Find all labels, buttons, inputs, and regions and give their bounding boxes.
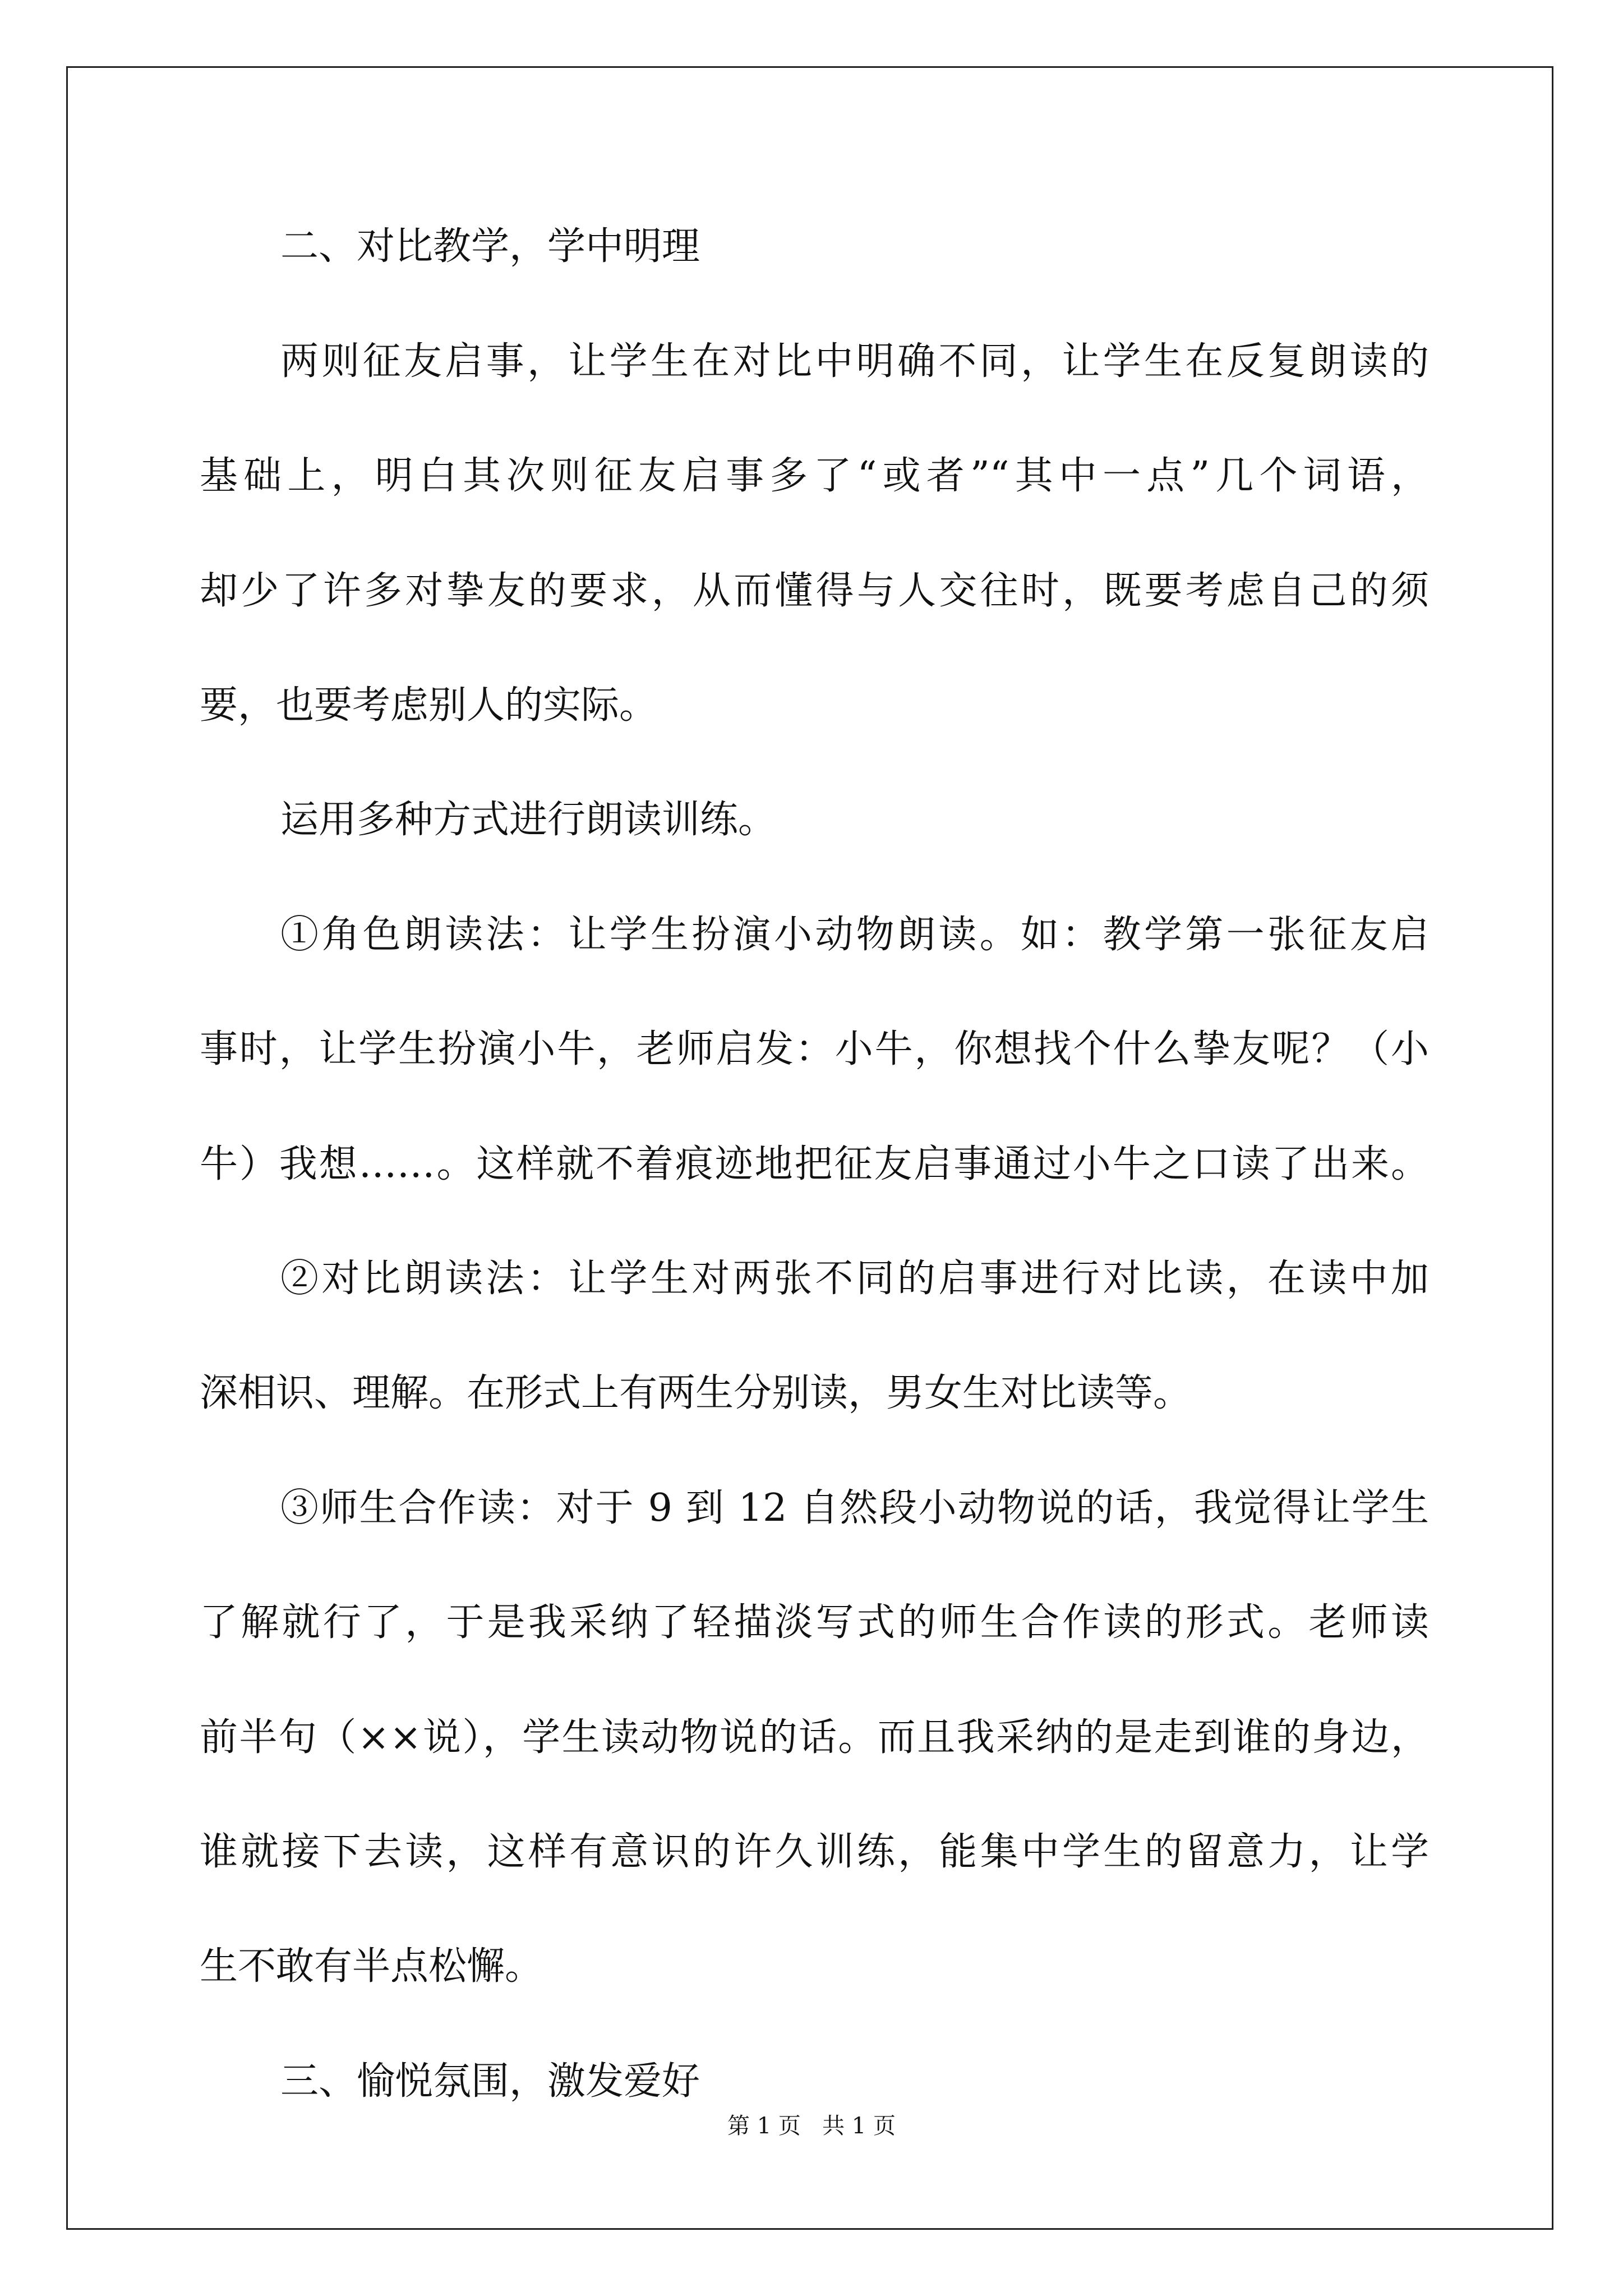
- paragraph-line: 前半句（××说），学生读动物说的话。而且我采纳的是走到谁的身边，: [200, 1715, 1429, 1760]
- paragraph-line: 两则征友启事，让学生在对比中明确不同，让学生在反复朗读的: [280, 339, 1429, 384]
- paragraph-line: 牛）我想……。这样就不着痕迹地把征友启事通过小牛之口读了出来。: [200, 1142, 1429, 1186]
- paragraph-line: 要，也要考虑别人的实际。: [200, 683, 658, 728]
- paragraph-line: 谁就接下去读，这样有意识的许久训练，能集中学生的留意力，让学: [200, 1830, 1429, 1874]
- section-heading-3: 三、愉悦氛围，激发爱好: [280, 2059, 700, 2104]
- paragraph-line: 深相识、理解。在形式上有两生分别读，男女生对比读等。: [200, 1371, 1192, 1415]
- paragraph-line: 了解就行了，于是我采纳了轻描淡写式的师生合作读的形式。老师读: [200, 1600, 1429, 1645]
- paragraph-line: ②对比朗读法：让学生对两张不同的启事进行对比读，在读中加: [280, 1257, 1429, 1301]
- paragraph-line: 却少了许多对挚友的要求，从而懂得与人交往时，既要考虑自己的须: [200, 569, 1429, 613]
- paragraph-line: 事时，让学生扮演小牛，老师启发：小牛，你想找个什么挚友呢？（小: [200, 1027, 1429, 1071]
- section-heading-2: 二、对比教学，学中明理: [280, 224, 700, 269]
- paragraph-line: 基础上，明白其次则征友启事多了“或者”“其中一点”几个词语，: [200, 454, 1429, 498]
- paragraph-line: ③师生合作读：对于 9 到 12 自然段小动物说的话，我觉得让学生: [280, 1486, 1429, 1530]
- page-number-footer: 第 1 页 共 1 页: [727, 2113, 896, 2139]
- paragraph-line: 运用多种方式进行朗读训练。: [280, 798, 777, 842]
- paragraph-line: ①角色朗读法：让学生扮演小动物朗读。如：教学第一张征友启: [280, 913, 1429, 957]
- paragraph-line: 生不敢有半点松懈。: [200, 1944, 543, 1989]
